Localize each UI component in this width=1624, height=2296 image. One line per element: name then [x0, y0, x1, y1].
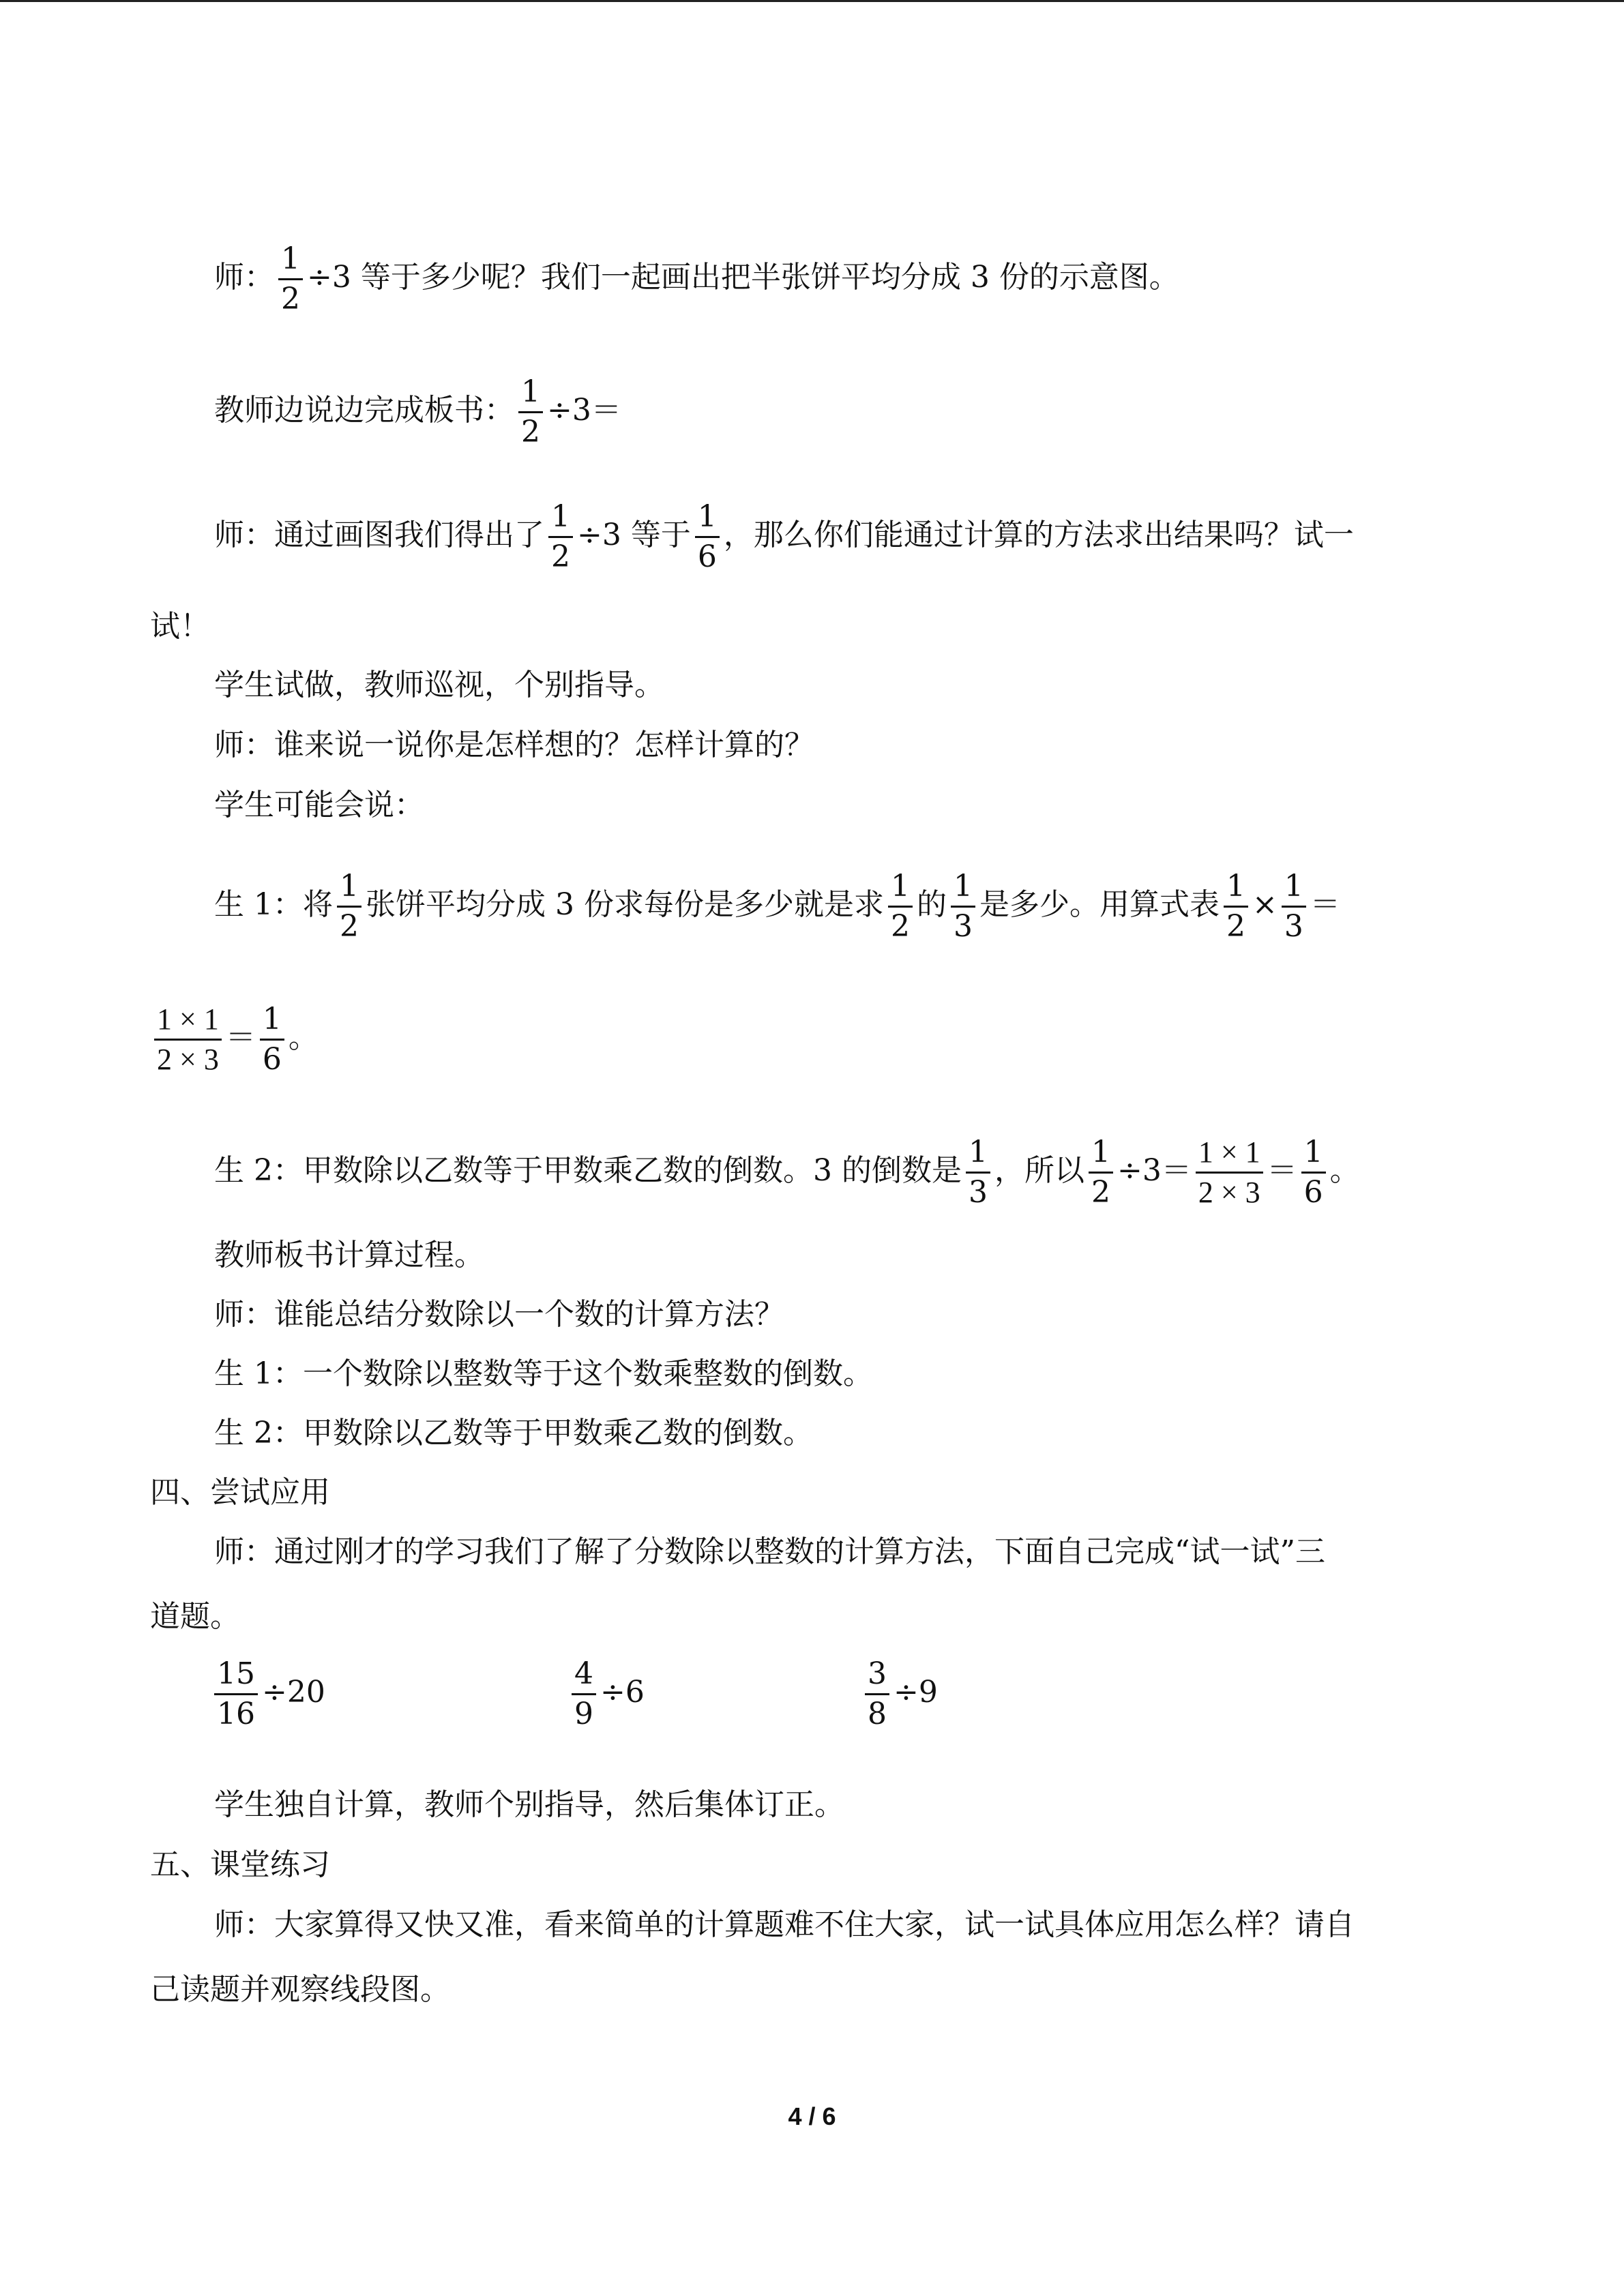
exercise-1 [210, 1656, 325, 1731]
text: 是多少。用算式表 [979, 887, 1220, 922]
text: ÷3 等于 [577, 518, 691, 552]
denominator: 6 [1303, 1175, 1323, 1210]
operator-text: ÷6 [600, 1675, 645, 1710]
denominator: 2 [551, 539, 570, 574]
paragraph-teacher-ask: 师：谁来说一说你是怎样想的？怎样计算的？ [214, 728, 814, 762]
numerator: 1 [966, 1137, 990, 1174]
text: ＝ [225, 1020, 256, 1055]
paragraph-summarize: 师：谁能总结分数除以一个数的计算方法？ [214, 1297, 784, 1332]
fraction [518, 374, 543, 449]
paragraph-student-2-rule: 生 2：甲数除以乙数等于甲数乘乙数的倒数。 [214, 1416, 813, 1450]
text: 。 [288, 1020, 319, 1055]
exercise-2 [567, 1656, 645, 1731]
fraction [337, 871, 361, 942]
denominator: 6 [262, 1042, 282, 1077]
paragraph-board-process: 教师板书计算过程。 [214, 1238, 484, 1272]
fraction [951, 871, 975, 942]
denominator: 3 [968, 1175, 988, 1210]
numerator: 1 [518, 377, 543, 413]
text: 师：通过画图我们得出了 [214, 518, 544, 552]
text: 生 2：甲数除以乙数等于甲数乘乙数的倒数。3 的倒数是 [214, 1153, 962, 1188]
paragraph-student-1-result [150, 1004, 319, 1075]
text: 的 [916, 887, 947, 922]
exercise-3 [861, 1656, 938, 1731]
section-heading-4: 四、尝试应用 [150, 1475, 330, 1510]
fraction [1224, 871, 1248, 942]
fraction [260, 1004, 284, 1075]
numerator: 1 [888, 871, 913, 908]
paragraph-students-say: 学生可能会说： [214, 788, 424, 822]
numerator: 3 [865, 1659, 889, 1695]
text: 。 [1329, 1153, 1360, 1188]
fraction [214, 1656, 258, 1731]
paragraph-practice-intro: 师：大家算得又快又准，看来简单的计算题难不住大家，试一试具体应用怎么样？请自 [214, 1907, 1355, 1942]
fraction [966, 1137, 990, 1208]
text: ＝ [1267, 1153, 1297, 1188]
paragraph-continuation: 己读题并观察线段图。 [150, 1972, 450, 2007]
numerator: 1 [337, 871, 361, 908]
section-heading-5: 五、课堂练习 [150, 1847, 330, 1882]
numerator: 15 [214, 1659, 258, 1695]
paragraph-student-1 [214, 871, 1340, 942]
fraction [572, 1656, 596, 1731]
denominator: 2 × 3 [1198, 1176, 1260, 1209]
paragraph-board-writing [214, 374, 621, 449]
page-number: 4 / 6 [788, 2102, 836, 2130]
paragraph-continuation: 道题。 [150, 1599, 240, 1634]
numerator: 1 [1224, 871, 1248, 908]
paragraph-try-intro: 师：通过刚才的学习我们了解了分数除以整数的计算方法，下面自己完成“试一试”三 [214, 1534, 1325, 1569]
fraction [1301, 1137, 1326, 1208]
paragraph-teacher-question [214, 241, 1179, 316]
denominator: 2 × 3 [157, 1043, 219, 1076]
fraction [1196, 1137, 1263, 1208]
denominator: 3 [953, 909, 973, 944]
paragraph-students-compute: 学生独自计算，教师个别指导，然后集体订正。 [214, 1787, 844, 1822]
numerator: 1 [278, 244, 303, 280]
denominator: 2 [890, 909, 910, 944]
fraction [548, 499, 573, 574]
denominator: 3 [1284, 909, 1303, 944]
text: 生 1：将 [214, 887, 333, 922]
fraction [865, 1656, 889, 1731]
numerator: 1 [548, 502, 573, 538]
text: 教师边说边完成板书： [214, 393, 514, 428]
fraction [888, 871, 913, 942]
denominator: 16 [217, 1697, 255, 1731]
fraction [278, 241, 303, 316]
text: ÷3＝ [1117, 1153, 1192, 1188]
denominator: 6 [697, 539, 717, 574]
paragraph-student-1-rule: 生 1：一个数除以整数等于这个数乘整数的倒数。 [214, 1356, 873, 1391]
numerator: 1 [260, 1004, 284, 1041]
denominator: 2 [339, 909, 359, 944]
operator-text: ÷20 [262, 1675, 325, 1710]
denominator: 2 [1226, 909, 1245, 944]
text: ，所以 [994, 1153, 1084, 1188]
text: 师： [214, 260, 274, 295]
fraction [695, 499, 720, 574]
operator-text: ÷9 [894, 1675, 938, 1710]
denominator: 2 [1091, 1175, 1110, 1210]
numerator: 1 × 1 [154, 1004, 222, 1041]
paragraph-student-2 [214, 1137, 1360, 1208]
text: 张饼平均分成 3 份求每份是多少就是求 [365, 887, 884, 922]
numerator: 1 [695, 502, 720, 538]
denominator: 2 [521, 415, 540, 449]
text: ，那么你们能通过计算的方法求出结果吗？试一 [723, 518, 1354, 552]
paragraph-students-try: 学生试做，教师巡视，个别指导。 [214, 668, 664, 702]
text: × [1252, 887, 1278, 922]
denominator: 9 [574, 1697, 593, 1731]
fraction [1282, 871, 1306, 942]
numerator: 1 [1089, 1137, 1113, 1174]
numerator: 1 [1301, 1137, 1326, 1174]
numerator: 4 [572, 1659, 596, 1695]
denominator: 2 [281, 282, 300, 316]
paragraph-drawing-result [214, 499, 1354, 574]
numerator: 1 [951, 871, 975, 908]
numerator: 1 [1282, 871, 1306, 908]
fraction [154, 1004, 222, 1075]
fraction [1089, 1137, 1113, 1208]
denominator: 8 [868, 1697, 887, 1731]
text: ＝ [1310, 887, 1340, 922]
numerator: 1 × 1 [1196, 1137, 1263, 1174]
paragraph-continuation: 试！ [150, 609, 210, 644]
text: ÷3＝ [547, 393, 621, 428]
text: ÷3 等于多少呢？我们一起画出把半张饼平均分成 3 份的示意图。 [307, 260, 1179, 295]
